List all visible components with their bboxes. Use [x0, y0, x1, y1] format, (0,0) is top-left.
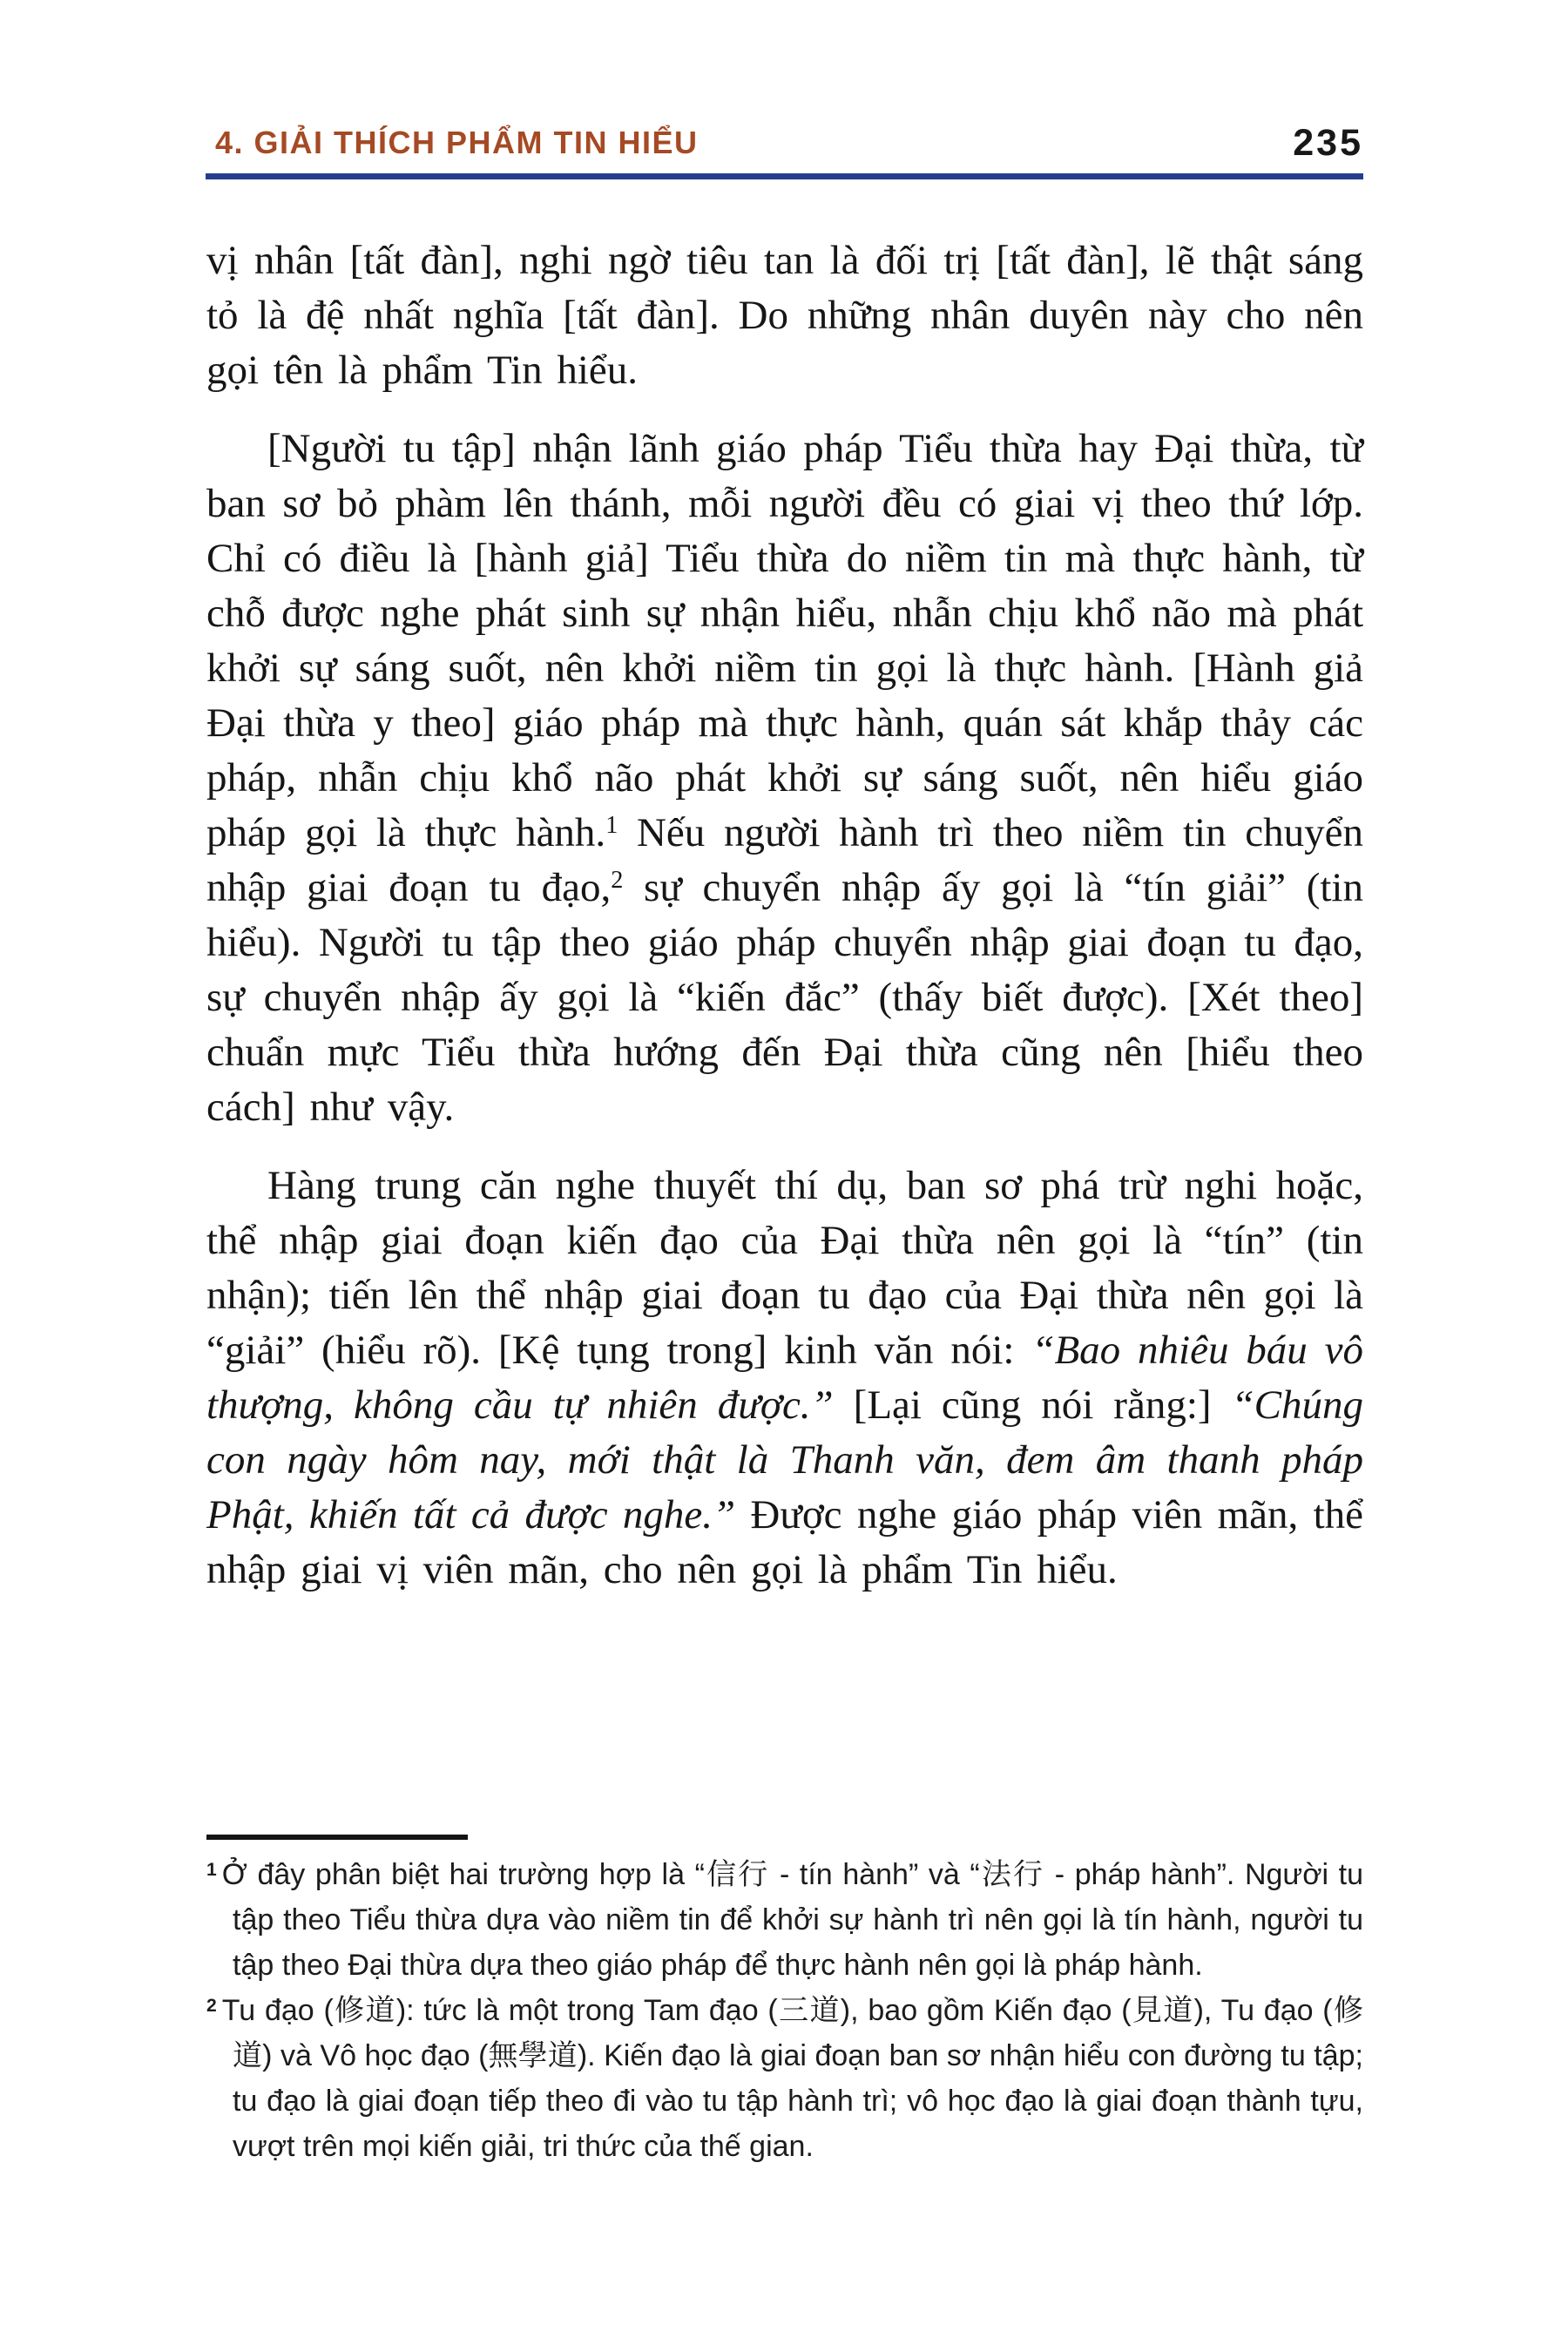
- footnote-marker: 2: [206, 1995, 217, 2016]
- chapter-title: 4. GIẢI THÍCH PHẨM TIN HIỂU: [215, 125, 699, 160]
- text-segment: Hàng trung căn nghe thuyết thí dụ, ban sơ phá trừ nghi hoặc, thể nhập giai đoạn kiến đạo của Đại thừa nên gọi là “tín” (tin nhận); tiến lên thể nhập giai đoạn tu đạo của Đại thừa nên gọi là “giải” (hiểu rõ). [Kệ tụng trong] kinh văn nói:: [206, 1163, 1363, 1373]
- footnote-ref: 1: [605, 812, 618, 840]
- footnote: [206, 1988, 1363, 2169]
- footnote: [206, 1852, 1363, 1988]
- page-number: 235: [1293, 122, 1363, 164]
- body-text: [206, 233, 1363, 1621]
- header-rule: [206, 173, 1363, 179]
- footnotes-section: [206, 1835, 1363, 2169]
- footnote-marker: 1: [206, 1859, 217, 1880]
- text-segment: [Lại cũng nói rằng:]: [833, 1382, 1232, 1428]
- body-paragraph: [206, 233, 1363, 398]
- body-paragraph: [206, 422, 1363, 1135]
- text-segment: vị nhân [tất đàn], nghi ngờ tiêu tan là đối trị [tất đàn], lẽ thật sáng tỏ là đệ nhất nghĩa [tất đàn]. Do những nhân duyên này cho nên gọi tên là phẩm Tin hiểu.: [206, 238, 1363, 393]
- text-segment: sự chuyển nhập ấy gọi là “tín giải” (tin hiểu). Người tu tập theo giáo pháp chuyển nhập giai đoạn tu đạo, sự chuyển nhập ấy gọi là “kiến đắc” (thấy biết được). [Xét theo] chuẩn mực Tiểu thừa hướng đến Đại thừa cũng nên [hiểu theo cách] như vậy.: [206, 865, 1363, 1130]
- text-segment: Nếu người hành trì theo niềm tin chuyển nhập giai đoạn tu đạo,: [206, 810, 1363, 910]
- text-segment: “Chúng con ngày hôm nay, mới thật là Thanh văn, đem âm thanh pháp Phật, khiến tất cả được nghe.”: [206, 1382, 1363, 1538]
- body-paragraph: [206, 1159, 1363, 1598]
- footnote-ref: 2: [611, 867, 624, 895]
- footnote-divider: [206, 1835, 468, 1840]
- text-segment: Được nghe giáo pháp viên mãn, thể nhập giai vị viên mãn, cho nên gọi là phẩm Tin hiểu.: [206, 1492, 1363, 1592]
- text-segment: [Người tu tập] nhận lãnh giáo pháp Tiểu thừa hay Đại thừa, từ ban sơ bỏ phàm lên thánh, mỗi người đều có giai vị theo thứ lớp. Chỉ có điều là [hành giả] Tiểu thừa do niềm tin mà thực hành, từ chỗ được nghe phát sinh sự nhận hiểu, nhẫn chịu khổ não mà phát khởi sự sáng suốt, nên khởi niềm tin gọi là thực hành. [Hành giả Đại thừa y theo] giáo pháp mà thực hành, quán sát khắp thảy các pháp, nhẫn chịu khổ não phát khởi sự sáng suốt, nên hiểu giáo pháp gọi là thực hành.: [206, 426, 1363, 855]
- footnotes-list: [206, 1852, 1363, 2169]
- running-header: [206, 124, 1363, 162]
- footnote-text: Ở đây phân biệt hai trường hợp là “信行 - tín hành” và “法行 - pháp hành”. Người tu tập theo Tiểu thừa dựa vào niềm tin để khởi sự hành trì nên gọi là tín hành, người tu tập theo Đại thừa dựa theo giáo pháp để thực hành nên gọi là pháp hành.: [221, 1858, 1363, 1982]
- footnote-text: Tu đạo (修道): tức là một trong Tam đạo (三道), bao gồm Kiến đạo (見道), Tu đạo (修道) và Vô học đạo (無學道). Kiến đạo là giai đoạn ban sơ nhận hiểu con đường tu tập; tu đạo là giai đoạn tiếp theo đi vào tu tập hành trì; vô học đạo là giai đoạn thành tựu, vượt trên mọi kiến giải, tri thức của thế gian.: [221, 1994, 1363, 2163]
- text-segment: “Bao nhiêu báu vô thượng, không cầu tự nhiên được.”: [206, 1328, 1363, 1428]
